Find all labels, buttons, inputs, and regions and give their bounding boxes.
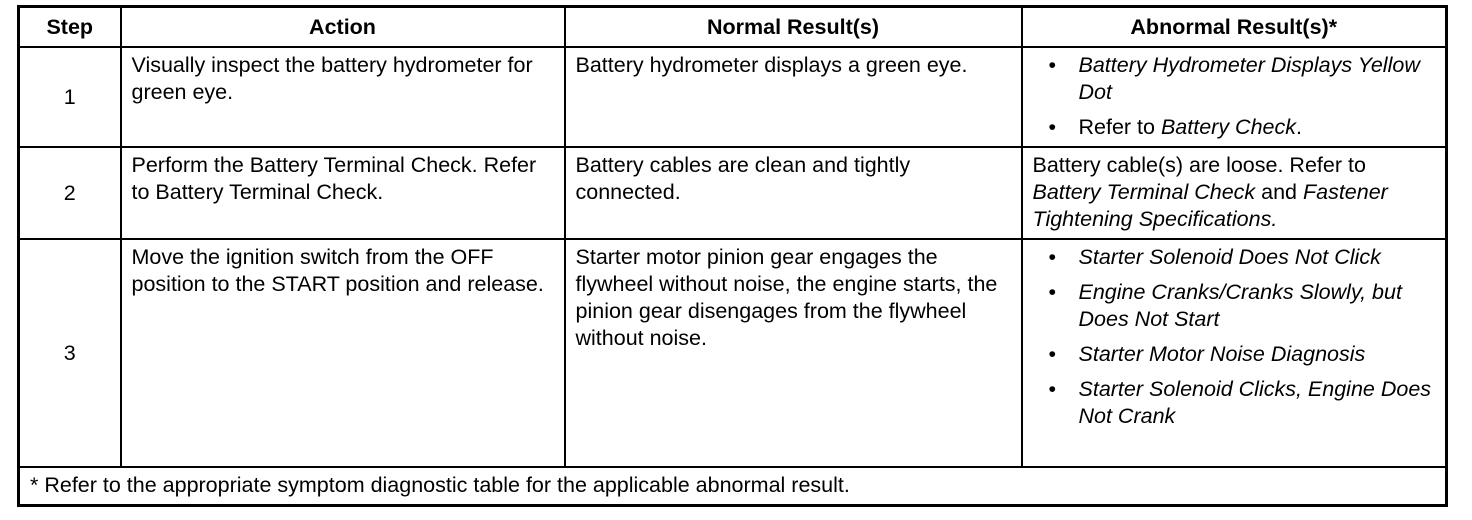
header-normal-results: Normal Result(s) xyxy=(565,7,1022,48)
action-cell: Visually inspect the battery hydrometer for green eye. xyxy=(121,47,565,147)
bullet-icon: • xyxy=(1048,53,1057,77)
refer-text: Refer to xyxy=(1078,115,1161,139)
list-item xyxy=(1049,244,1436,271)
abnormal-text: Battery cable(s) are loose. Refer to xyxy=(1032,153,1366,177)
header-step: Step xyxy=(19,7,121,48)
header-action: Action xyxy=(121,7,565,48)
normal-result-cell: Battery hydrometer displays a green eye. xyxy=(565,47,1022,147)
header-abnormal-results: Abnormal Result(s)* xyxy=(1022,7,1447,48)
abnormal-result-link[interactable]: Starter Solenoid Does Not Click xyxy=(1078,245,1381,269)
abnormal-result-cell xyxy=(1022,147,1447,239)
bullet-icon: • xyxy=(1048,245,1057,269)
abnormal-result-link[interactable]: Starter Motor Noise Diagnosis xyxy=(1078,342,1366,366)
list-item xyxy=(1049,341,1436,368)
list-item xyxy=(1049,52,1436,106)
diagnostic-table-container xyxy=(17,5,1445,507)
normal-result-cell: Starter motor pinion gear engages the flywheel without noise, the engine starts, the pinion gear disengages from the flywheel without noise. xyxy=(565,239,1022,467)
abnormal-result-list xyxy=(1033,244,1436,430)
abnormal-result-cell xyxy=(1022,239,1447,467)
diagnostic-table xyxy=(17,5,1448,507)
header-row xyxy=(19,7,1447,48)
table-row xyxy=(19,239,1447,467)
step-number: 2 xyxy=(19,147,121,239)
bullet-icon: • xyxy=(1048,377,1057,401)
list-item xyxy=(1049,279,1436,333)
abnormal-result-link[interactable]: Engine Cranks/Cranks Slowly, but Does Not Start xyxy=(1078,280,1402,331)
abnormal-text-mid: and xyxy=(1255,180,1303,204)
fastener-specs-link[interactable]: Fastener Tightening Specifications. xyxy=(1032,180,1388,231)
step-number: 3 xyxy=(19,239,121,467)
step-number: 1 xyxy=(19,47,121,147)
list-item xyxy=(1049,114,1436,141)
abnormal-result-link[interactable]: Starter Solenoid Clicks, Engine Does Not Crank xyxy=(1078,377,1432,428)
bullet-icon: • xyxy=(1048,342,1057,366)
list-item xyxy=(1049,376,1436,430)
footnote: * Refer to the appropriate symptom diagnostic table for the applicable abnormal result. xyxy=(19,467,1447,506)
table-row xyxy=(19,47,1447,147)
action-cell: Move the ignition switch from the OFF position to the START position and release. xyxy=(121,239,565,467)
bullet-icon: • xyxy=(1048,115,1057,139)
table-row xyxy=(19,147,1447,239)
abnormal-result-link[interactable]: Battery Hydrometer Displays Yellow Dot xyxy=(1078,53,1420,104)
action-cell: Perform the Battery Terminal Check. Refer to Battery Terminal Check. xyxy=(121,147,565,239)
normal-result-cell: Battery cables are clean and tightly connected. xyxy=(565,147,1022,239)
battery-check-link[interactable]: Battery Check xyxy=(1160,115,1296,139)
battery-terminal-check-link[interactable]: Battery Terminal Check xyxy=(1032,180,1256,204)
footnote-row xyxy=(19,467,1447,506)
refer-suffix: . xyxy=(1295,115,1302,139)
abnormal-result-cell xyxy=(1022,47,1447,147)
bullet-icon: • xyxy=(1048,280,1057,304)
abnormal-result-list xyxy=(1033,52,1436,141)
